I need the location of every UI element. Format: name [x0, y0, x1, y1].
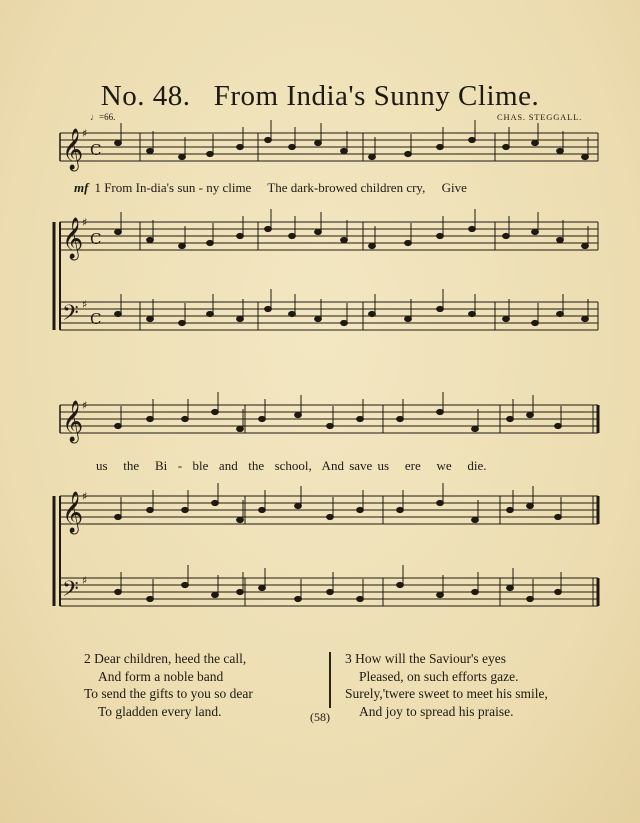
sharp-icon: ♯: [82, 127, 88, 140]
notehead: [527, 503, 534, 508]
notehead: [237, 144, 244, 149]
notehead: [212, 592, 219, 597]
lyrics-line-2: us the Bi - ble and the school, And save us ere we die.: [96, 458, 487, 473]
notehead: [532, 320, 539, 325]
notehead: [295, 412, 302, 417]
notehead: [147, 416, 154, 421]
notehead: [327, 514, 334, 519]
notehead: [207, 151, 214, 156]
notehead: [115, 229, 122, 234]
notehead: [469, 311, 476, 316]
notehead: [507, 507, 514, 512]
notehead: [507, 416, 514, 421]
notehead: [437, 144, 444, 149]
notehead: [557, 311, 564, 316]
notehead: [557, 148, 564, 153]
notehead: [582, 243, 589, 248]
notehead: [289, 144, 296, 149]
notehead: [437, 306, 444, 311]
verse-line: 3 How will the Saviour's eyes: [345, 651, 507, 666]
notehead: [582, 316, 589, 321]
notehead: [555, 514, 562, 519]
page-number: (58): [310, 710, 330, 724]
notehead: [369, 154, 376, 159]
notehead: [397, 416, 404, 421]
notehead: [259, 507, 266, 512]
notehead: [327, 423, 334, 428]
notehead: [507, 585, 514, 590]
notehead: [295, 596, 302, 601]
notehead: [179, 243, 186, 248]
notehead: [315, 316, 322, 321]
notehead: [265, 226, 272, 231]
notehead: [532, 140, 539, 145]
sharp-icon: ♯: [82, 298, 88, 311]
verse-line: To gladden every land.: [98, 703, 222, 719]
hymn-number: No. 48.: [100, 80, 191, 112]
notehead: [259, 585, 266, 590]
treble-clef-icon: 𝄞: [62, 401, 84, 442]
notehead: [182, 416, 189, 421]
notehead: [472, 517, 479, 522]
notehead: [259, 416, 266, 421]
lyrics-line-1: [74, 180, 467, 196]
notehead: [397, 582, 404, 587]
sharp-icon: ♯: [82, 490, 88, 503]
notehead: [341, 320, 348, 325]
verse-line: And joy to spread his praise.: [359, 703, 514, 719]
hymn-name: From India's Sunny Clime.: [213, 80, 540, 112]
tempo-mark: ♩=66.: [90, 112, 116, 122]
notehead: [147, 237, 154, 242]
lyrics-text-1: 1 From In-dia's sun - ny clime The dark-browed children cry, Give: [94, 180, 467, 195]
verse-line: Pleased, on such efforts gaze.: [359, 668, 519, 684]
notehead: [207, 240, 214, 245]
notehead: [437, 500, 444, 505]
notehead: [212, 409, 219, 414]
notehead: [472, 589, 479, 594]
verse-line: Surely,'twere sweet to meet his smile,: [345, 686, 548, 701]
notehead: [527, 596, 534, 601]
notehead: [437, 233, 444, 238]
notehead: [182, 507, 189, 512]
notehead: [147, 596, 154, 601]
sharp-icon: ♯: [82, 574, 88, 587]
sharp-icon: ♯: [82, 216, 88, 229]
notehead: [179, 320, 186, 325]
notehead: [265, 137, 272, 142]
notehead: [315, 140, 322, 145]
notehead: [503, 144, 510, 149]
notehead: [405, 316, 412, 321]
notehead: [289, 233, 296, 238]
notehead: [115, 311, 122, 316]
notehead: [237, 517, 244, 522]
common-time-icon: C: [90, 310, 102, 328]
bass-clef-icon: 𝄢: [62, 577, 79, 607]
notehead: [212, 500, 219, 505]
verse-line: And form a noble band: [98, 668, 224, 684]
notehead: [237, 233, 244, 238]
treble-clef-icon: 𝄞: [62, 129, 84, 170]
notehead: [555, 423, 562, 428]
notehead: [341, 148, 348, 153]
notehead: [472, 426, 479, 431]
notehead: [115, 514, 122, 519]
common-time-icon: C: [90, 230, 102, 248]
notehead: [582, 154, 589, 159]
notehead: [341, 237, 348, 242]
common-time-icon: C: [90, 141, 102, 159]
notehead: [527, 412, 534, 417]
notehead: [357, 507, 364, 512]
notehead: [327, 589, 334, 594]
notehead: [405, 240, 412, 245]
notehead: [503, 316, 510, 321]
notehead: [115, 423, 122, 428]
notehead: [237, 316, 244, 321]
verse-line: 2 Dear children, heed the call,: [84, 651, 247, 666]
verse-line: To send the gifts to you so dear: [84, 686, 253, 701]
notehead: [237, 589, 244, 594]
notehead: [147, 507, 154, 512]
notehead: [357, 416, 364, 421]
notehead: [115, 589, 122, 594]
treble-clef-icon: 𝄞: [62, 218, 84, 259]
treble-clef-icon: 𝄞: [62, 492, 84, 533]
notehead: [469, 137, 476, 142]
notehead: [369, 243, 376, 248]
notehead: [115, 140, 122, 145]
notehead: [182, 582, 189, 587]
notehead: [532, 229, 539, 234]
verse-divider: [329, 652, 331, 708]
notehead: [397, 507, 404, 512]
notehead: [207, 311, 214, 316]
notehead: [469, 226, 476, 231]
notehead: [315, 229, 322, 234]
notehead: [557, 237, 564, 242]
composer-name: CHAS. STEGGALL.: [497, 112, 582, 122]
dynamic-mark: mf: [74, 180, 89, 195]
notehead: [179, 154, 186, 159]
notehead: [289, 311, 296, 316]
notehead: [357, 596, 364, 601]
notehead: [555, 589, 562, 594]
notehead: [147, 316, 154, 321]
notehead: [265, 306, 272, 311]
notehead: [147, 148, 154, 153]
sharp-icon: ♯: [82, 399, 88, 412]
notehead: [295, 503, 302, 508]
notehead: [437, 592, 444, 597]
notehead: [237, 426, 244, 431]
notehead: [369, 311, 376, 316]
notehead: [503, 233, 510, 238]
notehead: [405, 151, 412, 156]
notehead: [437, 409, 444, 414]
bass-clef-icon: 𝄢: [62, 301, 79, 331]
